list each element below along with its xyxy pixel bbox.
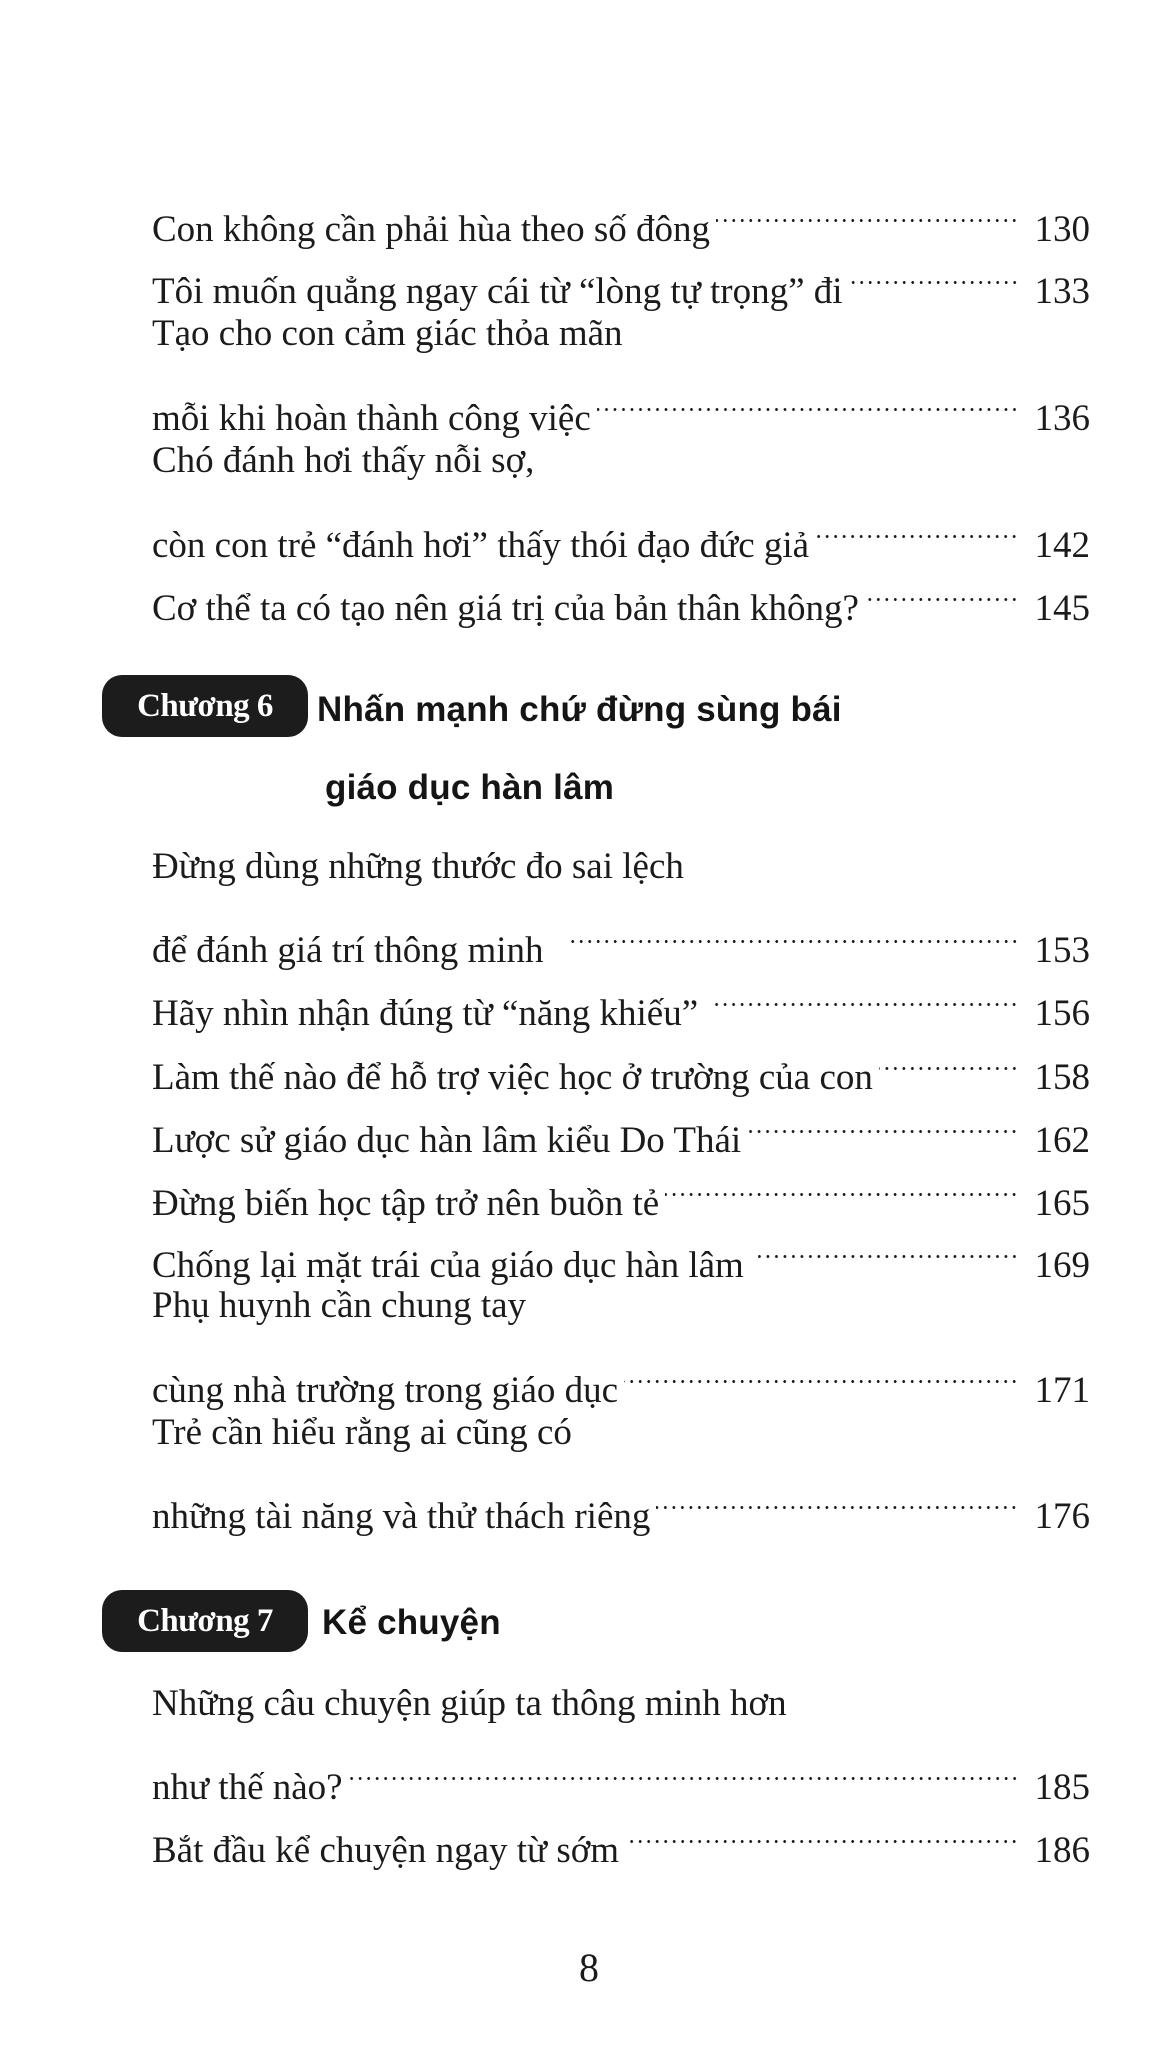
toc-entry-page: 171 [1034,1370,1090,1411]
toc-entry-line1[interactable] [152,1274,1090,1338]
toc-entry-title: những tài năng và thử thách riêng [152,1496,651,1537]
toc-entry-title: Tôi muốn quẳng ngay cái từ “lòng tự trọng” đi [152,271,843,312]
dot-leader [815,493,1018,557]
toc-entry[interactable] [152,1338,1090,1411]
dot-leader [597,366,1019,430]
toc-entry-title: Chống lại mặt trái của giáo dục hàn lâm [152,1245,744,1286]
dot-leader [879,1025,1019,1089]
toc-entry-title: Chó đánh hơi thấy nỗi sợ, [152,440,535,481]
dot-leader [656,1464,1018,1528]
toc-entry[interactable] [152,366,1090,439]
dot-leader [849,239,1019,303]
dot-leader [714,961,1018,1025]
toc-entry-page: 165 [1034,1183,1090,1224]
toc-entry-title: Bắt đầu kể chuyện ngay từ sớm [152,1830,620,1871]
dot-leader [865,556,1019,620]
toc-entry-page: 130 [1034,209,1090,250]
toc-entry-title: Đừng dùng những thước đo sai lệch [152,846,684,887]
toc-entry[interactable] [152,493,1090,566]
toc-entry-line1[interactable] [152,1672,1090,1736]
toc-entry-page: 153 [1034,930,1090,971]
toc-entry-page: 186 [1034,1830,1090,1871]
toc-entry-page: 176 [1034,1496,1090,1537]
toc-entry-line1[interactable] [152,302,1090,366]
toc-entry-title: Trẻ cần hiểu rằng ai cũng có [152,1412,572,1453]
dot-leader [566,898,1019,962]
page-number: 8 [579,1945,599,1990]
chapter-title-line2[interactable]: giáo dục hàn lâm [325,768,615,807]
dot-leader [349,1735,1019,1799]
dot-leader [625,1798,1018,1862]
toc-entry-title: Đừng biến học tập trở nên buồn tẻ [152,1183,660,1224]
toc-entry[interactable] [152,1464,1090,1537]
toc-entry[interactable] [152,1798,1090,1871]
toc-entry-title: Tạo cho con cảm giác thỏa mãn [152,313,623,354]
toc-entry-page: 145 [1034,588,1090,629]
chapter-badge: Chương 7 [102,1590,308,1652]
toc-entry-title: Cơ thể ta có tạo nên giá trị của bản thân không? [152,588,859,629]
toc-entry[interactable] [152,1735,1090,1808]
chapter-badge: Chương 6 [102,675,308,737]
toc-entry-title: còn con trẻ “đánh hơi” thấy thói đạo đức giả [152,525,810,566]
toc-entry-title: Hãy nhìn nhận đúng từ “năng khiếu” [152,993,699,1034]
toc-entry[interactable] [152,1151,1090,1224]
dot-leader [624,1338,1018,1402]
toc-entry-page: 142 [1034,525,1090,566]
toc-entry-page: 156 [1034,993,1090,1034]
toc-entry-line1[interactable] [152,835,1090,899]
toc-entry-page: 133 [1034,271,1090,312]
toc-entry-page: 136 [1034,398,1090,439]
toc-entry-title: để đánh giá trí thông minh [152,930,544,971]
toc-entry[interactable] [152,1213,1090,1286]
toc-entry-title: như thế nào? [152,1767,343,1808]
chapter-title[interactable]: Kể chuyện [322,1603,501,1642]
toc-entry[interactable] [152,1025,1090,1098]
toc-entry-title: Làm thế nào để hỗ trợ việc học ở trường của con [152,1057,873,1098]
chapter-title[interactable]: Nhấn mạnh chứ đừng sùng bái [317,690,842,729]
toc-entry[interactable] [152,1088,1090,1161]
toc-entry[interactable] [152,961,1090,1034]
dot-leader [747,1088,1018,1152]
dot-leader [665,1151,1018,1215]
toc-entry-title: Lược sử giáo dục hàn lâm kiểu Do Thái [152,1120,742,1161]
toc-entry-page: 169 [1034,1245,1090,1286]
toc-entry-title: Con không cần phải hùa theo số đông [152,209,710,250]
toc-entry-title: Những câu chuyện giúp ta thông minh hơn [152,1683,787,1724]
toc-entry[interactable] [152,556,1090,629]
toc-entry-title: Phụ huynh cần chung tay [152,1285,527,1326]
toc-entry-page: 185 [1034,1767,1090,1808]
toc-entry-line1[interactable] [152,1401,1090,1465]
toc-entry-title: mỗi khi hoàn thành công việc [152,398,591,439]
toc-entry[interactable] [152,239,1090,312]
toc-entry-title: cùng nhà trường trong giáo dục [152,1370,619,1411]
toc-entry-page: 162 [1034,1120,1090,1161]
dot-leader [716,177,1019,241]
toc-entry-line1[interactable] [152,429,1090,493]
toc-entry-page: 158 [1034,1057,1090,1098]
toc-entry[interactable] [152,177,1090,250]
toc-entry[interactable] [152,898,1090,971]
dot-leader [758,1213,1019,1277]
